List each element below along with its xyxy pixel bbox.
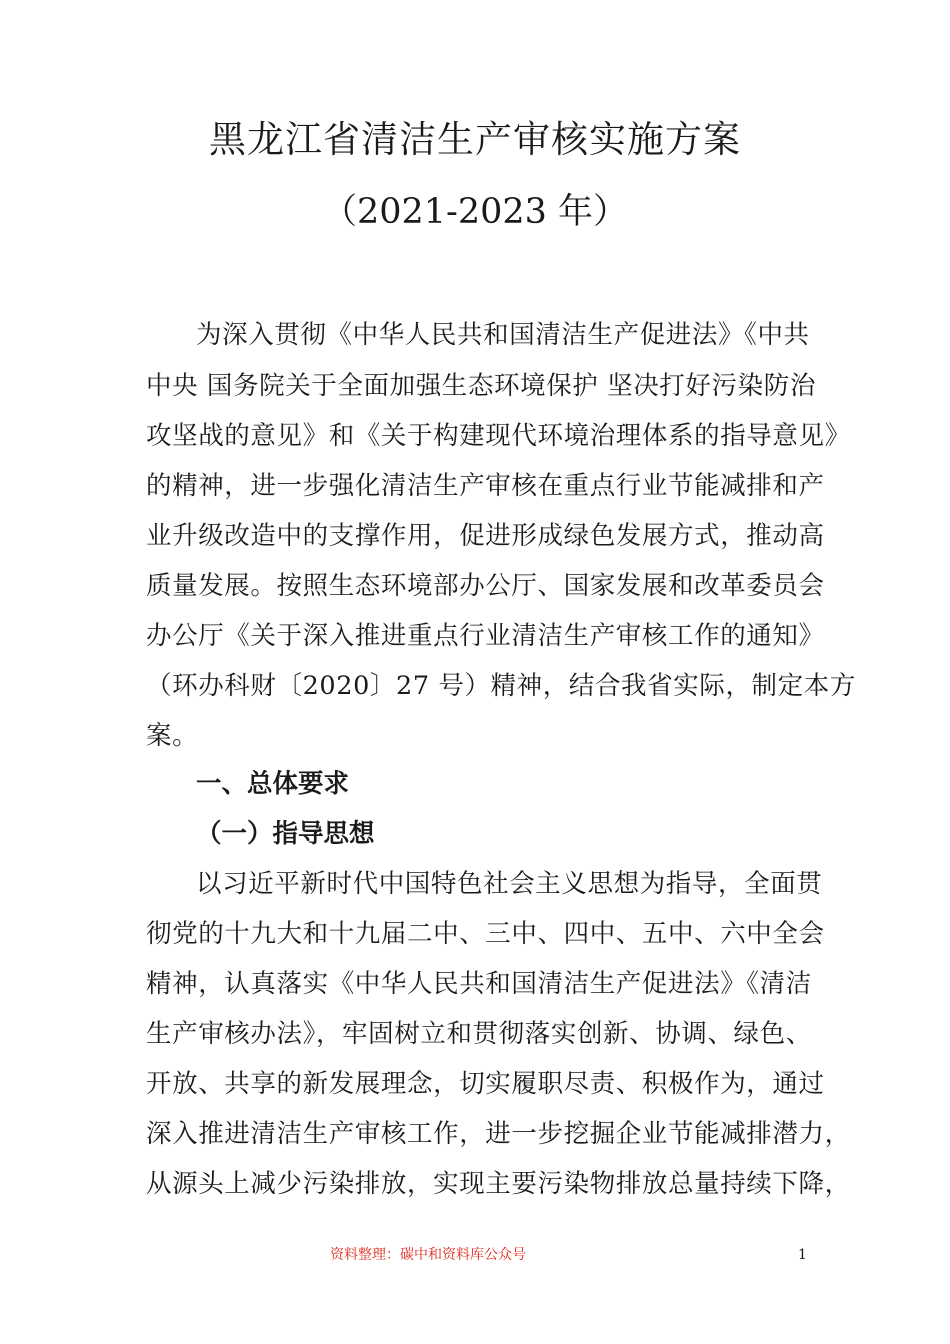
intro-line: 攻坚战的意见》和《关于构建现代环境治理体系的指导意见》 <box>146 421 851 451</box>
intro-line: 业升级改造中的支撑作用，促进形成绿色发展方式，推动高 <box>146 521 825 551</box>
intro-line: （环办科财〔2020〕27 号）精神，结合我省实际，制定本方 <box>146 671 856 701</box>
footer-source-note: 资料整理：碳中和资料库公众号 <box>330 1247 526 1263</box>
guiding-line: 彻党的十九大和十九届二中、三中、四中、五中、六中全会 <box>146 919 825 949</box>
guiding-line: 生产审核办法》，牢固树立和贯彻落实创新、协调、绿色、 <box>146 1019 812 1049</box>
document-subtitle: （2021-2023 年） <box>321 192 629 232</box>
intro-line: 中央 国务院关于全面加强生态环境保护 坚决打好污染防治 <box>146 371 816 401</box>
subsection-heading: （一）指导思想 <box>196 819 375 849</box>
guiding-line: 深入推进清洁生产审核工作，进一步挖掘企业节能减排潜力， <box>146 1119 851 1149</box>
document-title: 黑龙江省清洁生产审核实施方案 <box>209 118 741 161</box>
intro-line: 的精神，进一步强化清洁生产审核在重点行业节能减排和产 <box>146 471 825 501</box>
guiding-line: 以习近平新时代中国特色社会主义思想为指导，全面贯 <box>196 869 823 899</box>
intro-line: 案。 <box>146 721 199 751</box>
intro-line: 办公厅《关于深入推进重点行业清洁生产审核工作的通知》 <box>146 621 825 651</box>
guiding-line: 从源头上减少污染排放，实现主要污染物排放总量持续下降， <box>146 1169 851 1199</box>
guiding-line: 精神，认真落实《中华人民共和国清洁生产促进法》《清洁 <box>146 969 812 999</box>
section-heading: 一、总体要求 <box>196 769 350 799</box>
guiding-line: 开放、共享的新发展理念，切实履职尽责、积极作为，通过 <box>146 1069 825 1099</box>
page-number: 1 <box>798 1247 807 1263</box>
intro-line: 为深入贯彻《中华人民共和国清洁生产促进法》《中共 <box>196 320 810 350</box>
intro-line: 质量发展。按照生态环境部办公厅、国家发展和改革委员会 <box>146 571 825 601</box>
